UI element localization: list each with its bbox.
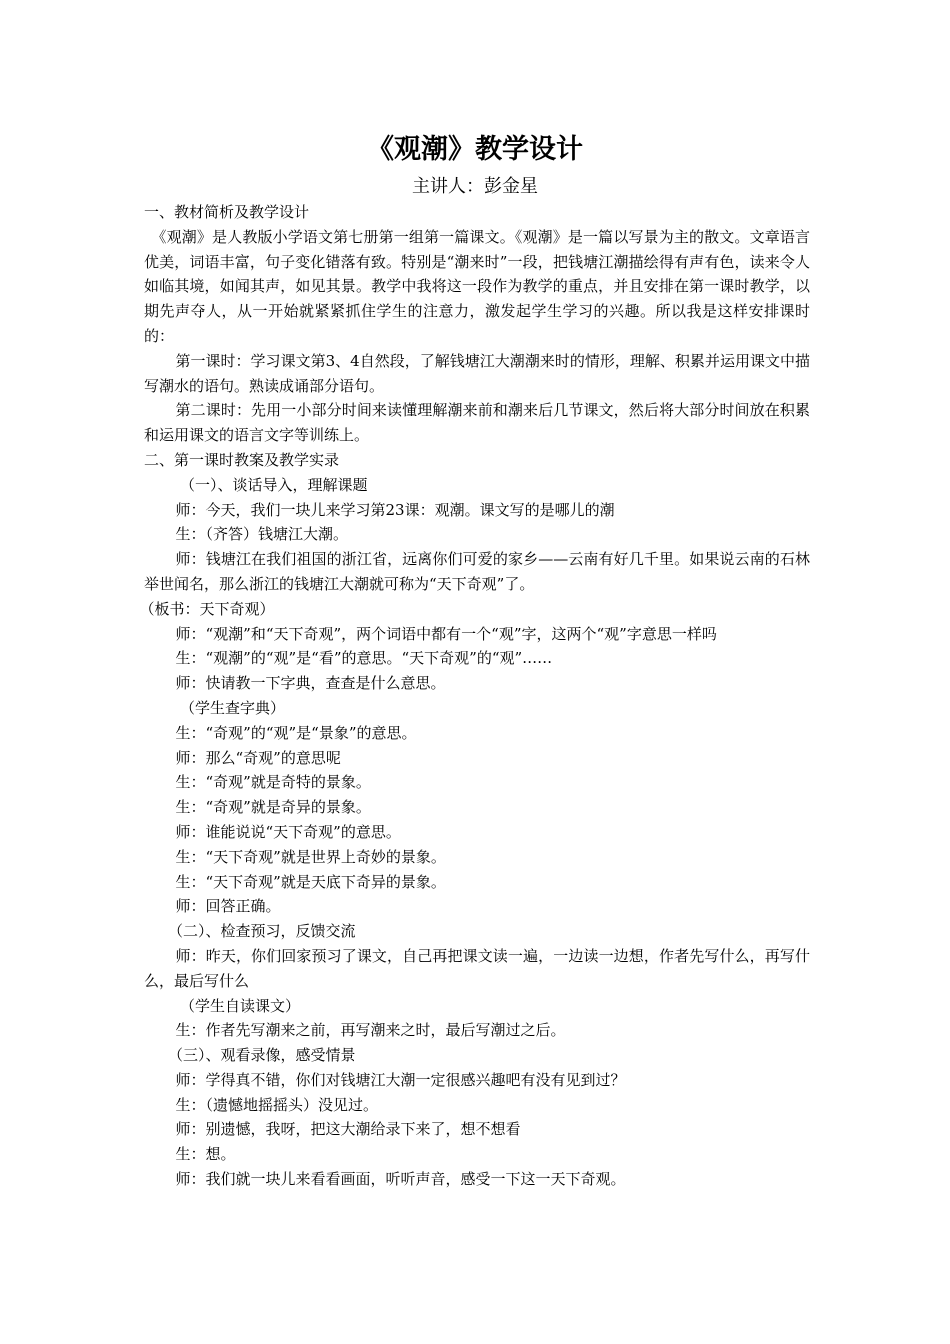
speaker-line: 主讲人：彭金星 (412, 176, 538, 197)
dialogue-line: 师：快请教一下字典，查查是什么意思。 (175, 674, 446, 693)
document-body (139, 200, 810, 1192)
dialogue-line: 师：那么“奇观”的意思呢 (175, 748, 341, 767)
paragraph: 第一课时：学习课文第3、4自然段，了解钱塘江大潮潮来时的情形，理解、积累并运用课文中描写潮水的语句。熟读成诵部分语句。 (144, 351, 810, 395)
document-title: 《观潮》教学设计 (367, 134, 583, 165)
dialogue-line: 生：“观潮”的“观”是“看”的意思。“天下奇观”的“观”…… (175, 649, 553, 668)
board-note: （板书：天下奇观） (139, 599, 275, 618)
dialogue-line: 师：学得真不错，你们对钱塘江大潮一定很感兴趣吧有没有见到过？ (175, 1070, 626, 1089)
dialogue-line: 师：我们就一块儿来看看画面，听听声音，感受一下这一天下奇观。 (175, 1170, 626, 1189)
dialogue-line: 师：昨天，你们回家预习了课文，自己再把课文读一遍，一边读一边想，作者先写什么，再写什么，最后写什么 (144, 946, 810, 990)
dialogue-line: 生：想。 (175, 1145, 236, 1164)
dialogue-line: 师：今天，我们一块儿来学习第23课：观潮。课文写的是哪儿的潮 (175, 500, 615, 519)
dialogue-line: 生：（齐答）钱塘江大潮。 (175, 525, 349, 544)
paragraph: 第二课时：先用一小部分时间来读懂理解潮来前和潮来后几节课文，然后将大部分时间放在积累和运用课文的语言文字等训练上。 (144, 401, 810, 445)
subsection-heading: （一）、谈话导入，理解课题 (180, 475, 368, 494)
paragraph: 《观潮》是人教版小学语文第七册第一组第一篇课文。《观潮》是一篇以写景为主的散文。文章语言优美，词语丰富，句子变化错落有致。特别是“潮来时”一段，把钱塘江潮描绘得有声有色，读来令人如临其境，如闻其声，如见其景。教学中我将这一段作为教学的重点，并且安排在第一课时教学，以期先声夺人，从一开始就紧紧抓住学生的注意力，激发起学生学习的兴趣。所以我是这样安排课时的： (144, 227, 810, 345)
dialogue-line: 生：作者先写潮来之前，再写潮来之时，最后写潮过之后。 (175, 1021, 566, 1040)
stage-note: （学生查字典） (180, 698, 286, 717)
dialogue-line: 生：（遗憾地摇摇头）没见过。 (175, 1095, 379, 1114)
dialogue-line: 生：“天下奇观”就是世界上奇妙的景象。 (175, 847, 446, 866)
dialogue-line: 师：钱塘江在我们祖国的浙江省，远离你们可爱的家乡——云南有好几千里。如果说云南的石林举世闻名，那么浙江的钱塘江大潮就可称为“天下奇观”了。 (144, 550, 810, 593)
dialogue-line: 生：“奇观”就是奇特的景象。 (175, 773, 371, 792)
dialogue-line: 生：“天下奇观”就是天底下奇异的景象。 (175, 872, 446, 891)
subsection-heading: （三）、观看录像，感受情景 (168, 1046, 356, 1065)
dialogue-line: 师：别遗憾，我呀，把这大潮给录下来了，想不想看 (175, 1120, 521, 1139)
section-heading: 一、教材简析及教学设计 (144, 203, 310, 221)
dialogue-line: 生：“奇观”的“观”是“景象”的意思。 (175, 723, 417, 742)
dialogue-line: 师：谁能说说“天下奇观”的意思。 (175, 822, 401, 841)
stage-note: （学生自读课文） (180, 996, 301, 1015)
subsection-heading: （二）、检查预习，反馈交流 (168, 922, 356, 941)
dialogue-line: 生：“奇观”就是奇异的景象。 (175, 798, 371, 817)
section-heading: 二、第一课时教案及教学实录 (144, 450, 340, 469)
dialogue-line: 师：回答正确。 (175, 897, 281, 916)
dialogue-line: 师：“观潮”和“天下奇观”，两个词语中都有一个“观”字，这两个“观”字意思一样吗 (175, 624, 717, 643)
